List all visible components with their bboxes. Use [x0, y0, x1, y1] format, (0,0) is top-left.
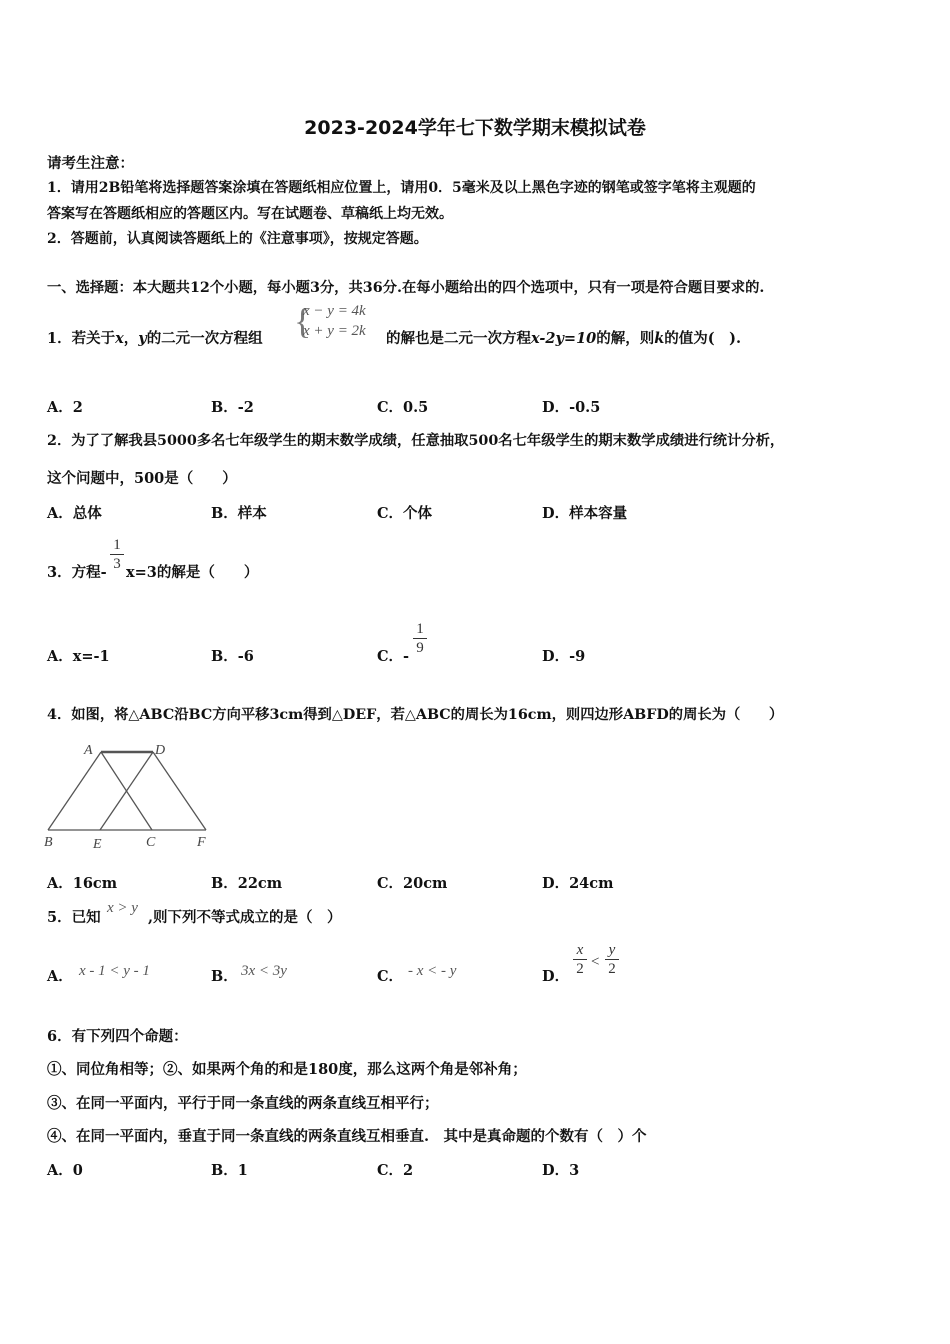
q3-post: x=3的解是（ ） [126, 564, 259, 581]
q2-option-a[interactable]: A．总体 [47, 505, 102, 522]
q1-equation-system [294, 301, 386, 345]
q3-den: 3 [113, 556, 121, 572]
q3-option-d[interactable]: D．-9 [542, 648, 586, 665]
notice-line-1: 1．请用2B铅笔将选择题答案涂填在答题纸相应位置上，请用0．5毫米及以上黑色字迹的钢笔或签字笔将主观题的 [47, 180, 756, 196]
notice-heading: 请考生注意： [47, 155, 134, 172]
q3-option-c[interactable]: C．- [377, 648, 410, 665]
fraction-bar [573, 959, 587, 960]
q5-d-ynum: y [608, 942, 616, 958]
q6-option-d[interactable]: D．3 [542, 1162, 580, 1179]
question-1-tail [386, 327, 741, 348]
q1-var-k: k [654, 330, 665, 347]
q5-option-a[interactable]: A． [47, 968, 73, 985]
q5-d-lt: < [591, 954, 600, 970]
section-heading: 一、选择题：本大题共12个小题，每小题3分，共36分.在每小题给出的四个选项中，只有一项是符合题目要求的. [47, 280, 765, 296]
q5-d-yden: 2 [608, 961, 616, 977]
q5-option-d[interactable]: D． [542, 968, 570, 985]
q1-option-a[interactable]: A．2 [47, 399, 83, 416]
q5-expr-a: x - 1 < y - 1 [79, 963, 150, 979]
q2-option-c[interactable]: C．个体 [377, 505, 433, 522]
label-f: F [197, 835, 206, 850]
label-c: C [146, 835, 156, 850]
q1-post3: 的值为( ). [664, 330, 742, 347]
q5-expr-c: - x < - y [408, 963, 457, 979]
q3-num: 1 [113, 537, 121, 553]
q1-option-d[interactable]: D．-0.5 [542, 399, 601, 416]
q6-option-b[interactable]: B．1 [211, 1162, 248, 1179]
q5-expr-b: 3x < 3y [241, 963, 287, 979]
q5-d-xden: 2 [576, 961, 584, 977]
q3-optc-num: 1 [416, 621, 424, 637]
q3-optc-fraction [413, 621, 427, 656]
label-a: A [84, 743, 93, 758]
question-6-line-3: ③、在同一平面内，平行于同一条直线的两条直线互相平行； [47, 1095, 439, 1112]
label-d: D [155, 743, 166, 758]
notice-line-3: 2．答题前，认真阅读答题纸上的《注意事项》，按规定答题。 [47, 231, 428, 247]
q1-eq2: x + y = 2k [303, 323, 366, 339]
q3-pre: 3．方程- [47, 564, 107, 581]
brace-icon: { [294, 301, 312, 341]
q3-optc-den: 9 [416, 640, 424, 656]
q5-option-c[interactable]: C． [377, 968, 404, 985]
q1-eq: x-2y=10 [531, 330, 597, 347]
fraction-bar [110, 554, 124, 555]
q3-option-b[interactable]: B．-6 [211, 648, 254, 665]
q3-option-a[interactable]: A．x=-1 [47, 648, 110, 665]
q5-d-xnum: x [576, 942, 584, 958]
q1-option-c[interactable]: C．0.5 [377, 399, 429, 416]
q5-d-left-fraction [573, 942, 587, 977]
q1-comma: ， [123, 330, 139, 347]
fraction-bar [605, 959, 619, 960]
fraction-bar [413, 638, 427, 639]
page-title: 2023-2024学年七下数学期末模拟试卷 [304, 117, 646, 139]
q1-eq1: x − y = 4k [303, 303, 366, 319]
segment-df [153, 752, 206, 830]
q4-option-a[interactable]: A．16cm [47, 875, 118, 892]
q1-pre: 1．若关于 [47, 330, 116, 347]
question-6-line-1: 6．有下列四个命题： [47, 1028, 188, 1045]
question-2-line-1: 2．为了了解我县5000多名七年级学生的期末数学成绩，任意抽取500名七年级学生的期末数学成绩进行统计分析， [47, 433, 785, 449]
question-6-line-2: ①、同位角相等；②、如果两个角的和是180度，那么这两个角是邻补角； [47, 1061, 527, 1078]
q1-mid: 的二元一次方程组 [146, 330, 263, 347]
q2-option-d[interactable]: D．样本容量 [542, 505, 628, 522]
q5-pre: 5．已知 [47, 909, 101, 926]
segment-ab [48, 752, 101, 830]
q4-option-c[interactable]: C．20cm [377, 875, 448, 892]
q6-option-a[interactable]: A．0 [47, 1162, 83, 1179]
q1-post2: 的解，则 [596, 330, 655, 347]
q1-var-y: y [138, 330, 147, 347]
label-e: E [93, 837, 102, 852]
q5-option-b[interactable]: B． [211, 968, 238, 985]
q5-d-right-fraction [605, 942, 619, 977]
question-4-stem: 4．如图，将△ABC沿BC方向平移3cm得到△DEF，若△ABC的周长为16cm，则四边形ABFD的周长为（ ） [47, 707, 784, 723]
q2-option-b[interactable]: B．样本 [211, 505, 267, 522]
q4-option-d[interactable]: D．24cm [542, 875, 614, 892]
q4-figure [40, 738, 220, 856]
q1-post: 的解也是二元一次方程 [386, 330, 531, 347]
question-6-line-4: ④、在同一平面内，垂直于同一条直线的两条直线互相垂直. 其中是真命题的个数有（ ）个 [47, 1128, 647, 1145]
label-b: B [44, 835, 53, 850]
q1-option-b[interactable]: B．-2 [211, 399, 254, 416]
q4-option-b[interactable]: B．22cm [211, 875, 283, 892]
q6-option-c[interactable]: C．2 [377, 1162, 414, 1179]
q5-condition: x > y [107, 900, 138, 916]
q5-post: ,则下列不等式成立的是（ ） [148, 909, 342, 926]
question-1-stem [47, 327, 263, 348]
q3-fraction [110, 537, 124, 572]
notice-line-2: 答案写在答题纸相应的答题区内。写在试题卷、草稿纸上均无效。 [47, 206, 453, 222]
question-2-line-2: 这个问题中，500是（ ） [47, 470, 237, 487]
q1-var-x: x [115, 330, 124, 347]
